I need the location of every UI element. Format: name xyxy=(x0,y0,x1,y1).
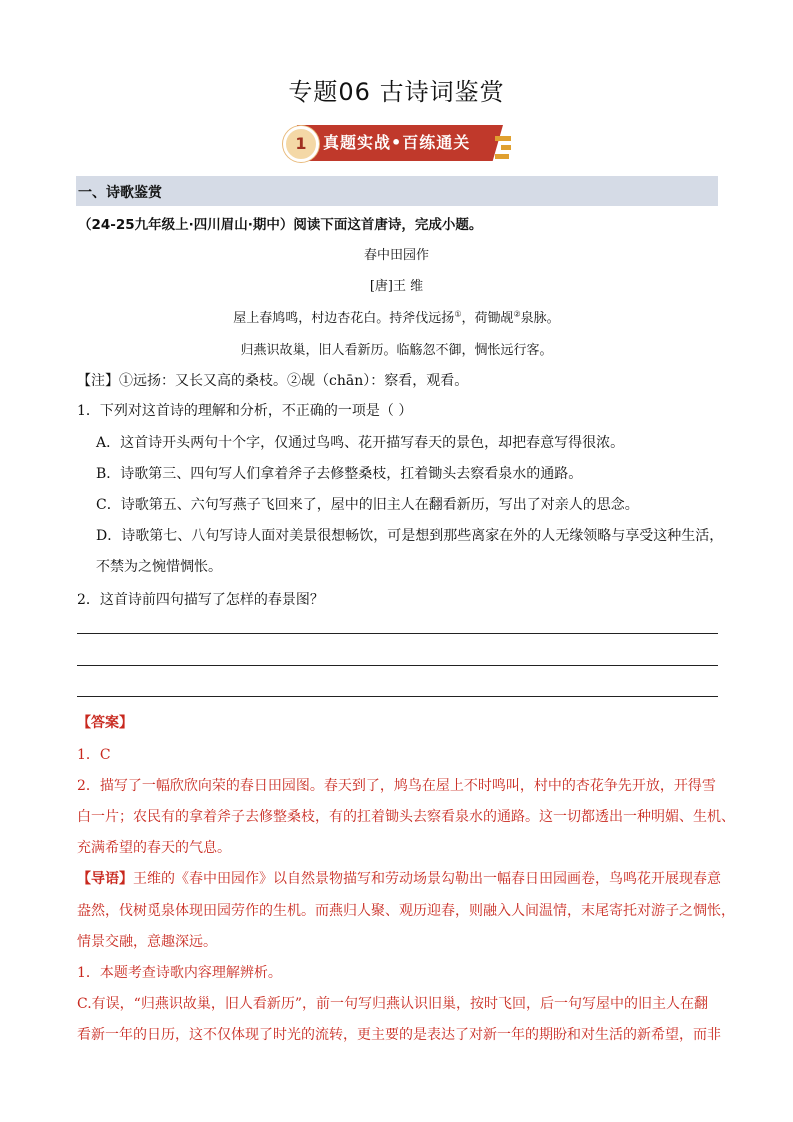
question-1-stem: 1．下列对这首诗的理解和分析，不正确的一项是（ ） xyxy=(77,403,413,419)
answer-2-line-3: 充满希望的春天的气息。 xyxy=(77,840,231,856)
footnote-marker: ① xyxy=(454,309,462,319)
question-1-option-b: B．诗歌第三、四句写人们拿着斧子去修整桑枝，扛着锄头去察看泉水的通路。 xyxy=(96,466,583,482)
poem-line-1-a: 屋上春鸠鸣，村边杏花白。持斧伐远扬 xyxy=(233,311,455,326)
answer-2-line-1: 2．描写了一幅欣欣向荣的春日田园图。春天到了，鸠鸟在屋上不时鸣叫，村中的杏花争先开放，开得雪 xyxy=(77,778,716,794)
banner-deco-bar xyxy=(495,154,509,159)
question-1-option-a: A．这首诗开头两句十个字，仅通过鸟鸣、花开描写春天的景色，却把春意写得很浓。 xyxy=(96,435,625,451)
section-banner xyxy=(283,123,513,163)
question-1-option-c: C．诗歌第五、六句写燕子飞回来了，屋中的旧主人在翻看新历，写出了对亲人的思念。 xyxy=(96,497,639,513)
guide-line-1 xyxy=(77,868,721,888)
answer-line xyxy=(77,665,718,666)
answer-line xyxy=(77,633,718,634)
question-1-option-d-cont: 不禁为之惋惜惆怅。 xyxy=(96,559,222,575)
question-1-option-d: D．诗歌第七、八句写诗人面对美景很想畅饮，可是想到那些离家在外的人无缘领略与享受这种生活， xyxy=(96,528,724,544)
analysis-line-1: C.有误，“归燕识故巢，旧人看新历”，前一句写归燕认识旧巢，按时飞回，后一句写屋中的旧主人在翻 xyxy=(77,996,708,1012)
analysis-line-2: 看新一年的日历，这不仅体现了时光的流转，更主要的是表达了对新一年的期盼和对生活的新希望，而非 xyxy=(77,1027,721,1043)
poem-line-2: 归燕识故巢，旧人看新历。临觞忽不御，惆怅远行客。 xyxy=(240,343,553,358)
guide-line-2: 盎然，伐树觅泉体现田园劳作的生机。而燕归人聚、观历迎春，则融入人间温情，末尾寄托对游子之惆怅， xyxy=(77,903,735,919)
section-heading: 一、诗歌鉴赏 xyxy=(78,185,162,201)
poem-line-1 xyxy=(0,307,793,326)
banner-label: 真题实战•百练通关 xyxy=(323,133,471,152)
poem-note: 【注】①远扬：又长又高的桑枝。②觇（chān）：察看，观看。 xyxy=(77,373,469,389)
question-2-stem: 2．这首诗前四句描写了怎样的春景图？ xyxy=(77,592,324,608)
guide-text: 王维的《春中田园作》以自然景物描写和劳动场景勾勒出一幅春日田园画卷，鸟鸣花开展现春意 xyxy=(133,871,721,887)
poem-line-1-b: ，荷锄觇 xyxy=(461,311,514,326)
guide-line-3: 情景交融，意趣深远。 xyxy=(77,934,217,950)
answer-2-line-2: 白一片；农民有的拿着斧子去修整桑枝，有的扛着锄头去察看泉水的通路。这一切都透出一种明媚、生机、 xyxy=(77,809,735,825)
section-heading-bar xyxy=(76,176,718,206)
banner-number-badge: 1 xyxy=(283,126,319,162)
answer-1: 1．C xyxy=(77,747,111,763)
poem-title: 春中田园作 xyxy=(363,248,429,263)
answer-label: 【答案】 xyxy=(77,715,133,731)
analysis-heading: 1．本题考查诗歌内容理解辨析。 xyxy=(77,965,282,981)
answer-line xyxy=(77,696,718,697)
footnote-marker: ② xyxy=(513,309,521,319)
poem-line-1-c: 泉脉。 xyxy=(520,311,560,326)
page-title: 专题06 古诗词鉴赏 xyxy=(288,78,505,106)
guide-label: 【导语】 xyxy=(77,871,133,887)
question-intro: （24-25九年级上·四川眉山·期中）阅读下面这首唐诗，完成小题。 xyxy=(78,217,483,233)
banner-deco-bar xyxy=(501,145,511,150)
poem-author: [唐]王 维 xyxy=(369,279,424,294)
banner-deco-bar xyxy=(495,136,511,141)
